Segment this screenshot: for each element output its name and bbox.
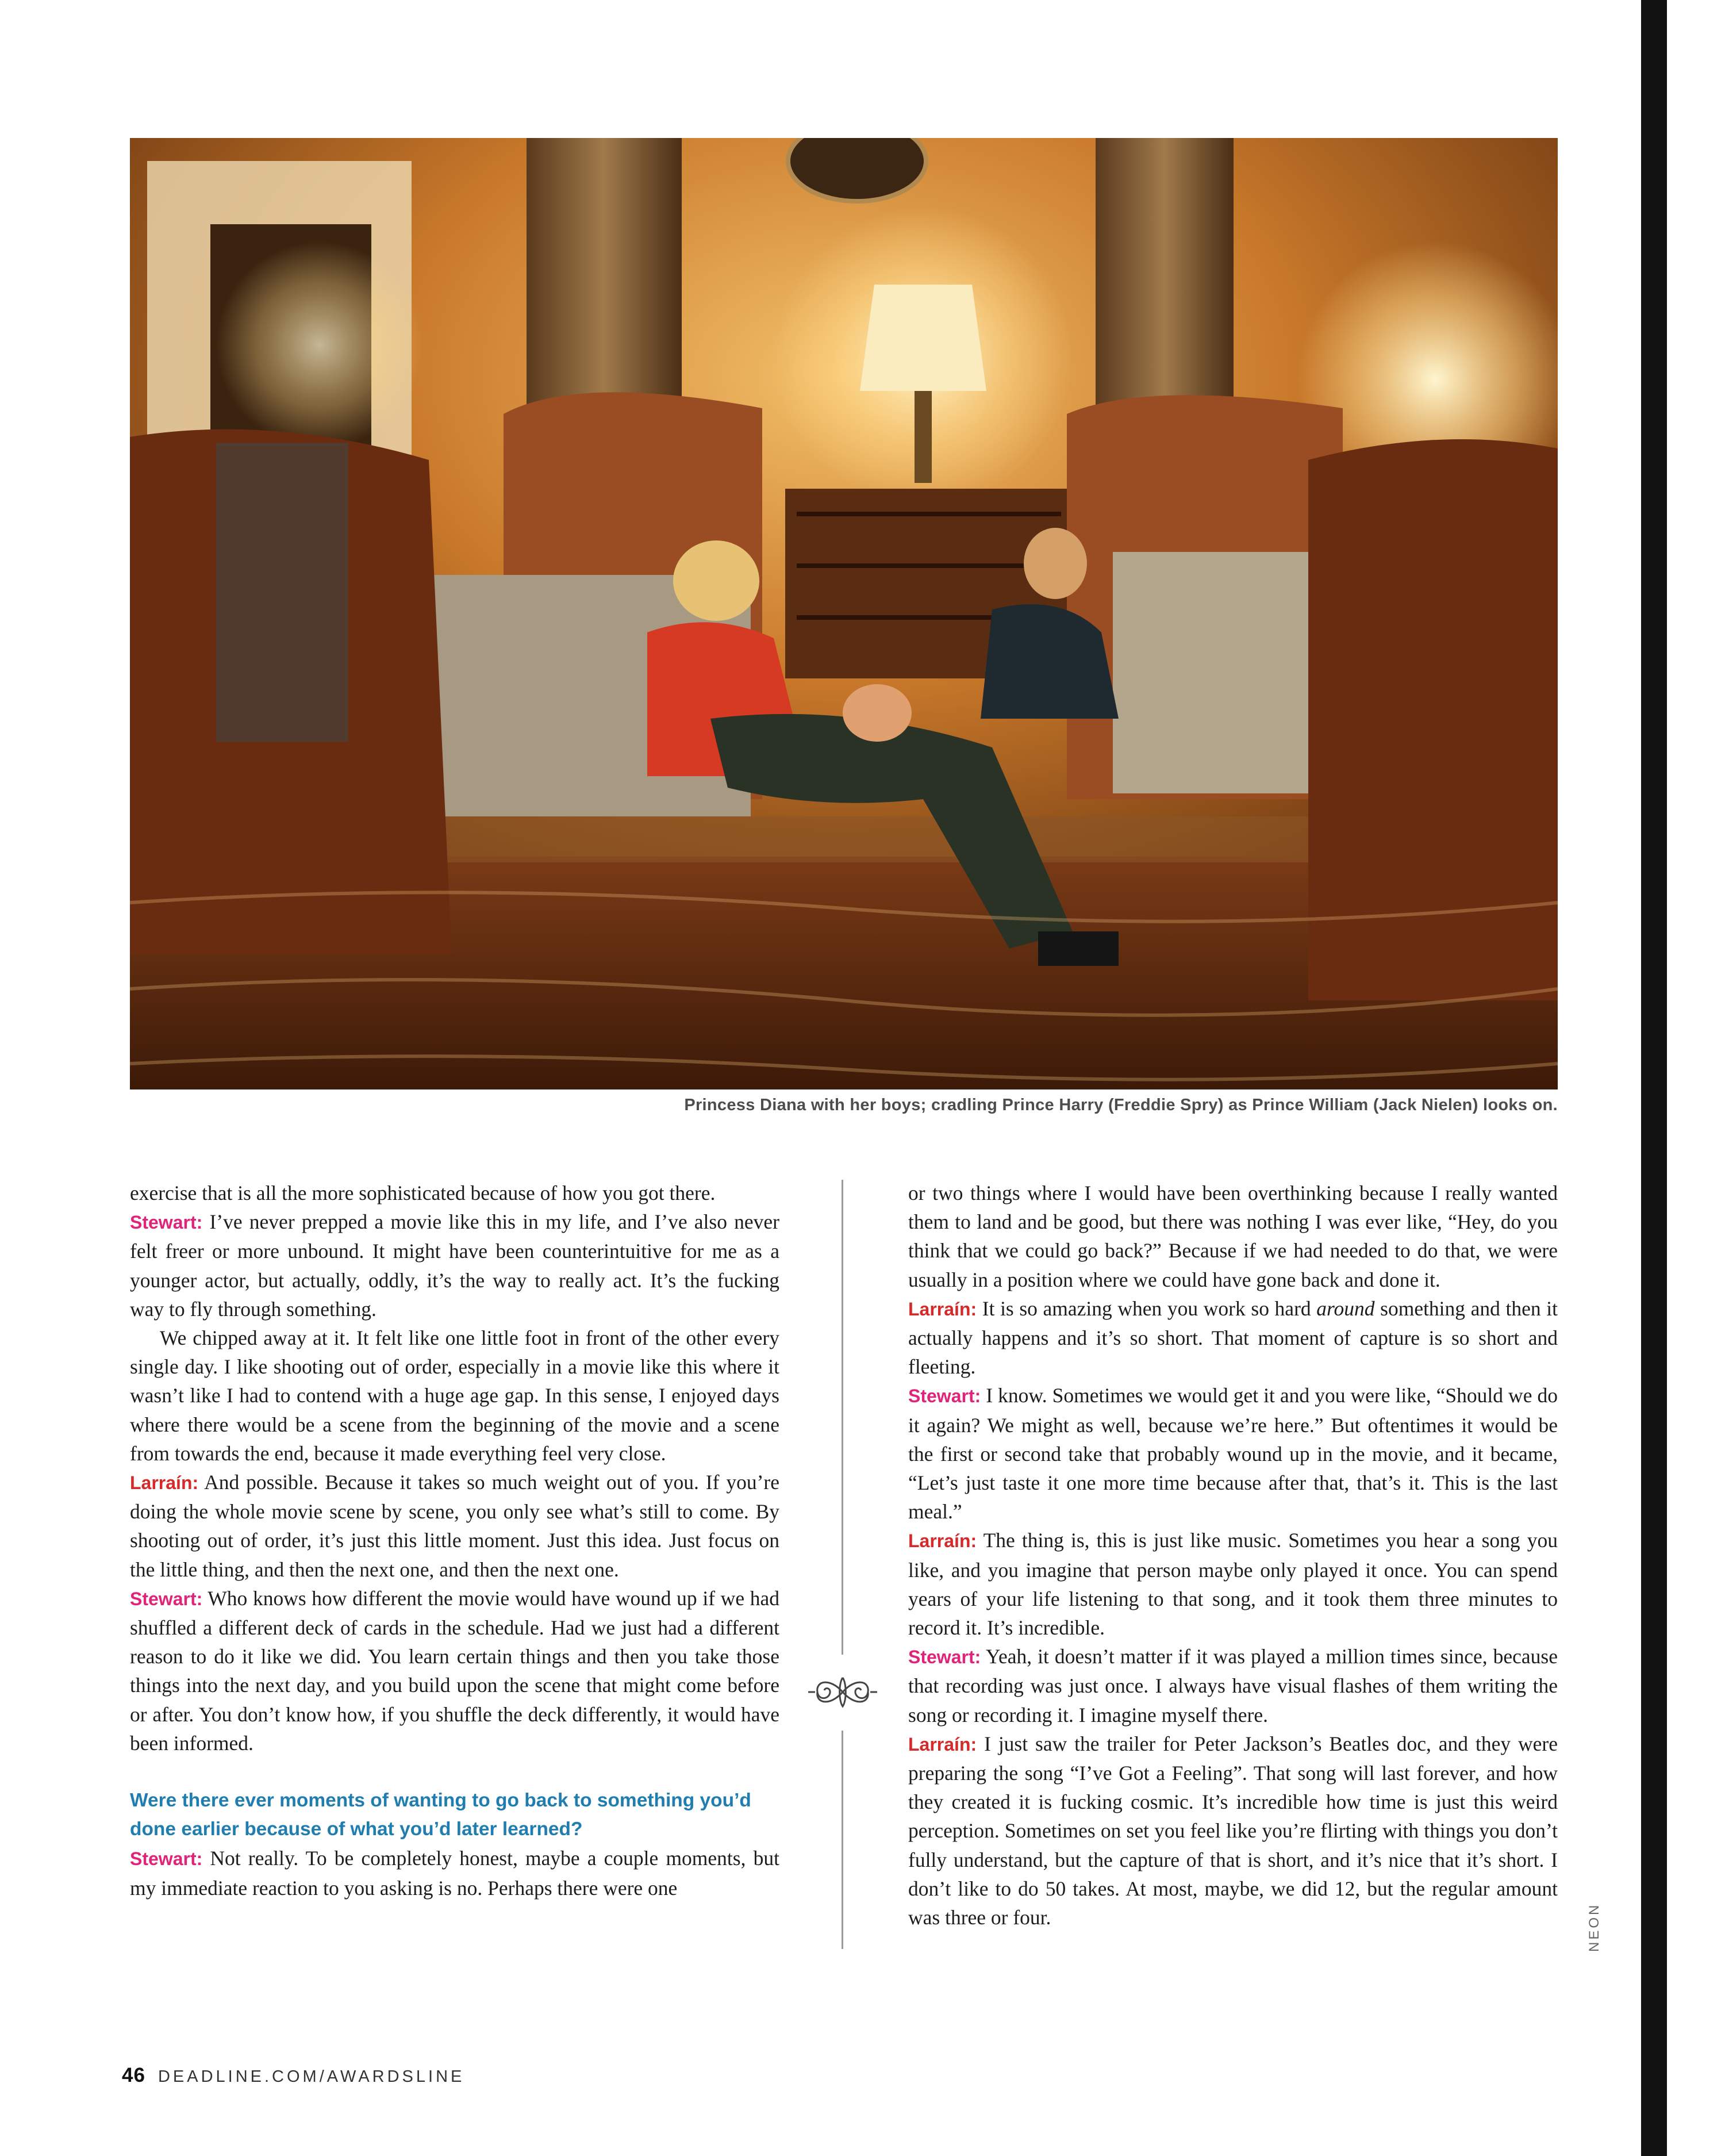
photo-credit: NEON bbox=[1586, 1902, 1602, 1952]
paragraph-text: I’ve never prepped a movie like this in my life, and I’ve also never felt freer or more unbound. It might have been counterintuitive for me as a younger actor, but actually, oddly, it’s the way to really act. It’s the fucking way to fly through something. bbox=[130, 1210, 779, 1321]
paragraph-text: The thing is, this is just like music. Sometimes you hear a song you like, and you imagine that person maybe only played it once. You can spend years of your life listening to that song, and it took them three minutes to record it. It’s incredible. bbox=[908, 1529, 1558, 1640]
speaker-label-larrain: Larraín: bbox=[908, 1733, 977, 1755]
paragraph bbox=[908, 1294, 1558, 1382]
paragraph-text: I know. Sometimes we would get it and you were like, “Should we do it again? We might as well, because we’re here.” But oftentimes it would be the first or second take that probably wound up in the movie, and it became, “Let’s just taste it one more time because after that, that’s it. This is the last meal.” bbox=[908, 1384, 1558, 1524]
paragraph-text: Yeah, it doesn’t matter if it was played a million times since, because that recording was just once. I always have visual flashes of them writing the song or recording it. I imagine myself there. bbox=[908, 1645, 1558, 1727]
paragraph bbox=[130, 1468, 779, 1584]
paragraph: exercise that is all the more sophisticated because of how you got there. bbox=[130, 1181, 716, 1204]
speaker-label-stewart: Stewart: bbox=[130, 1848, 203, 1870]
article-column-right bbox=[908, 1179, 1558, 1932]
paragraph: or two things where I would have been overthinking because I really wanted them to land and be good, but there was nothing I was ever like, “Hey, do you think that we could go back?” Because if we had needed to do that, we were usually in a position where we could have gone back and done it. bbox=[908, 1181, 1558, 1291]
speaker-label-stewart: Stewart: bbox=[130, 1212, 203, 1233]
page-footer bbox=[122, 2064, 464, 2087]
speaker-label-larrain: Larraín: bbox=[908, 1298, 977, 1319]
paragraph: We chipped away at it. It felt like one little foot in front of the other every single day. I like shooting out of order, especially in a movie like this where it wasn’t like I had to contend with a huge age gap. In this sense, I enjoyed days where there would be a scene from the beginning of the movie and a scene from towards the end, because it made everything feel very close. bbox=[130, 1326, 779, 1465]
paragraph-text: It is so amazing when you work so hard bbox=[977, 1296, 1317, 1320]
paragraph bbox=[908, 1729, 1558, 1932]
photo-caption: Princess Diana with her boys; cradling Prince Harry (Freddie Spry) as Prince William (Jack Nielen) looks on. bbox=[684, 1096, 1558, 1114]
page-edge-bar bbox=[1641, 0, 1667, 2156]
paragraph bbox=[908, 1526, 1558, 1642]
emphasis-text: around bbox=[1316, 1296, 1375, 1320]
paragraph-text: Not really. To be completely honest, maybe a couple moments, but my immediate reaction to you asking is no. Perhaps there were one bbox=[130, 1847, 779, 1900]
article-column-left bbox=[130, 1179, 779, 1902]
paragraph-text: something and then it actually happens and it’s so short. That moment of capture is so short and fleeting. bbox=[908, 1296, 1558, 1379]
page-number: 46 bbox=[122, 2064, 145, 2086]
paragraph bbox=[130, 1844, 779, 1902]
interview-question: Were there ever moments of wanting to go back to something you’d done earlier because of what you’d later learned? bbox=[130, 1790, 751, 1840]
speaker-label-larrain: Larraín: bbox=[130, 1472, 199, 1494]
paragraph bbox=[908, 1642, 1558, 1729]
paragraph bbox=[130, 1584, 779, 1758]
paragraph-text: And possible. Because it takes so much weight out of you. If you’re doing the whole movie scene by scene, you only see what’s still to come. By shooting out of order, it’s just this little moment. Just this idea. Just focus on the little thing, and then the next one, and then the next one. bbox=[130, 1471, 779, 1581]
paragraph-text: I just saw the trailer for Peter Jackson’s Beatles doc, and they were preparing the song “I’ve Got a Feeling”. That song will last forever, and how they created it is fucking cosmic. It’s incredible how time is just this weird perception. Sometimes on set you feel like you’re flirting with things you don’t fully understand, but the capture of that is short, and it’s nice that it’s short. I don’t like to do 50 takes. At most, maybe, we did 12, but the regular amount was three or four. bbox=[908, 1732, 1558, 1929]
column-divider-bottom bbox=[842, 1731, 843, 1949]
speaker-label-larrain: Larraín: bbox=[908, 1530, 977, 1552]
speaker-label-stewart: Stewart: bbox=[130, 1588, 203, 1609]
speaker-label-stewart: Stewart: bbox=[908, 1386, 981, 1407]
column-divider-top bbox=[842, 1180, 843, 1655]
paragraph bbox=[908, 1381, 1558, 1526]
flourish-ornament-icon bbox=[807, 1666, 878, 1718]
bedroom-photo bbox=[130, 138, 1558, 1089]
footer-site-url: DEADLINE.COM/AWARDSLINE bbox=[157, 2067, 465, 2086]
paragraph-text: Who knows how different the movie would have wound up if we had shuffled a different deck of cards in the schedule. Had we just had a different reason to do it like we did. You learn certain things and then you take those things into the next day, and you build upon the scene that might come before or after. You don’t know how, if you shuffle the deck differently, it would have been informed. bbox=[130, 1586, 779, 1755]
paragraph bbox=[130, 1207, 779, 1323]
speaker-label-stewart: Stewart: bbox=[908, 1647, 981, 1668]
